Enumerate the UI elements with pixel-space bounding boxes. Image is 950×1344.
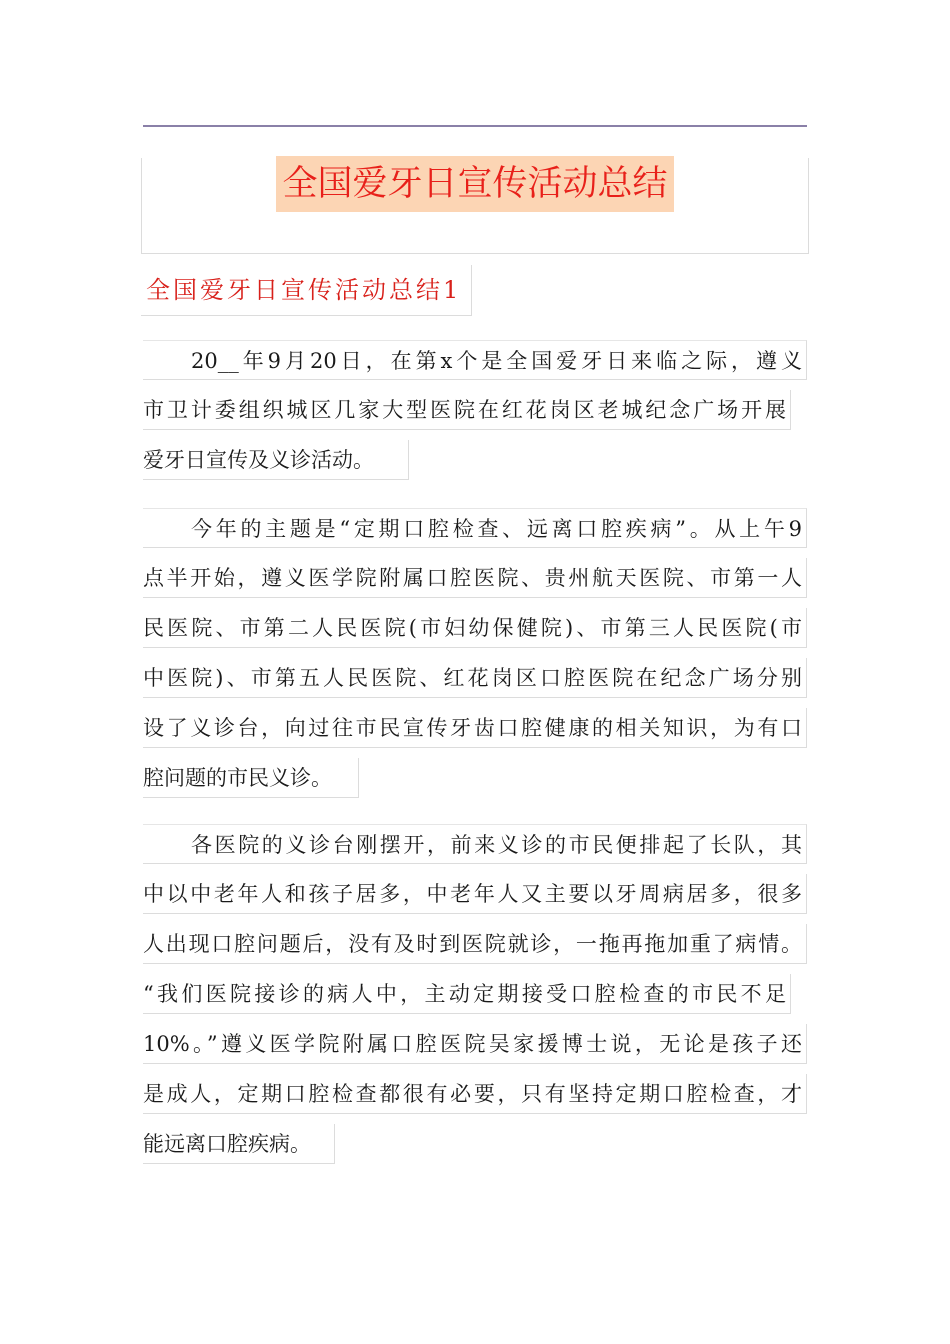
paragraph-line: 民医院、市第二人民医院(市妇幼保健院)、市第三人民医院(市 bbox=[143, 608, 807, 648]
paragraph-line: 中医院)、市第五人民医院、红花岗区口腔医院在纪念广场分别 bbox=[143, 658, 807, 698]
paragraph-line: 10%。”遵义医学院附属口腔医院吴家援博士说，无论是孩子还 bbox=[143, 1024, 807, 1064]
paragraph-line: 人出现口腔问题后，没有及时到医院就诊，一拖再拖加重了病情。 bbox=[143, 924, 807, 964]
paragraph-line: 今年的主题是“定期口腔检查、远离口腔疾病”。从上午9 bbox=[143, 508, 807, 548]
section-heading: 全国爱牙日宣传活动总结1 bbox=[141, 265, 472, 316]
paragraph-line: 腔问题的市民义诊。 bbox=[143, 758, 359, 798]
paragraph-line: 爱牙日宣传及义诊活动。 bbox=[143, 440, 409, 480]
paragraph-line: 点半开始，遵义医学院附属口腔医院、贵州航天医院、市第一人 bbox=[143, 558, 807, 598]
paragraph-line: “我们医院接诊的病人中，主动定期接受口腔检查的市民不足 bbox=[143, 974, 791, 1014]
header-rule bbox=[143, 125, 807, 127]
paragraph-line: 各医院的义诊台刚摆开，前来义诊的市民便排起了长队，其 bbox=[143, 824, 807, 864]
paragraph-line: 能远离口腔疾病。 bbox=[143, 1124, 335, 1164]
document-title: 全国爱牙日宣传活动总结 bbox=[276, 156, 674, 212]
paragraph-line: 20__年9月20日，在第x个是全国爱牙日来临之际，遵义 bbox=[143, 340, 807, 380]
paragraph-line: 中以中老年人和孩子居多，中老年人又主要以牙周病居多，很多 bbox=[143, 874, 807, 914]
paragraph-line: 是成人，定期口腔检查都很有必要，只有坚持定期口腔检查，才 bbox=[143, 1074, 807, 1114]
paragraph-line: 市卫计委组织城区几家大型医院在红花岗区老城纪念广场开展 bbox=[143, 390, 791, 430]
paragraph-line: 设了义诊台，向过往市民宣传牙齿口腔健康的相关知识，为有口 bbox=[143, 708, 807, 748]
